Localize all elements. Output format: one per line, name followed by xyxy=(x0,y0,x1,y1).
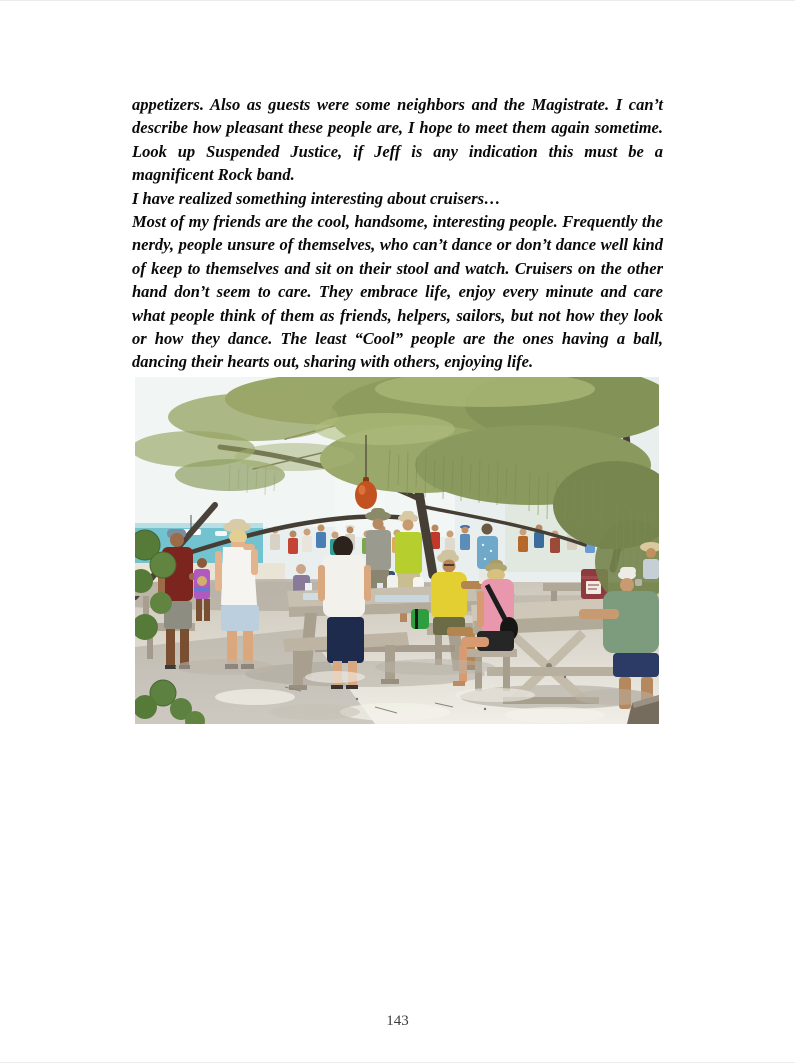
text-line: what people think of them as friends, helpers, sailors, but not how they look xyxy=(132,305,663,325)
body-text xyxy=(132,93,663,374)
boat xyxy=(215,531,227,536)
beach-picnic-illustration xyxy=(135,377,659,724)
text-line: hand don’t seem to care. They embrace life, enjoy every minute and care xyxy=(132,282,663,302)
beach-picnic-photo xyxy=(135,377,659,724)
text-line: magnificent Rock band. xyxy=(132,165,295,185)
text-line: nerdy, people unsure of themselves, who can’t dance or don’t dance well kind xyxy=(132,235,663,255)
text-line: appetizers. Also as guests were some neighbors and the Magistrate. I can’t xyxy=(132,95,663,114)
text-line: of keep to themselves and sit on their stool and watch. Cruisers on the other xyxy=(132,258,663,278)
text-line: dancing their hearts out, sharing with others, enjoying life. xyxy=(132,352,534,372)
text-line: Look up Suspended Justice, if Jeff is any indication this must be a xyxy=(132,141,663,161)
text-line: or how they dance. The least “Cool” people are the ones having a ball, xyxy=(132,329,663,349)
text-line: Most of my friends are the cool, handsome, interesting people. Frequently the xyxy=(132,212,663,232)
text-line: I have realized something interesting about cruisers… xyxy=(132,188,501,208)
page-number: 143 xyxy=(386,1013,409,1029)
text-line: describe how pleasant these people are, I hope to meet them again sometime. xyxy=(132,118,663,138)
